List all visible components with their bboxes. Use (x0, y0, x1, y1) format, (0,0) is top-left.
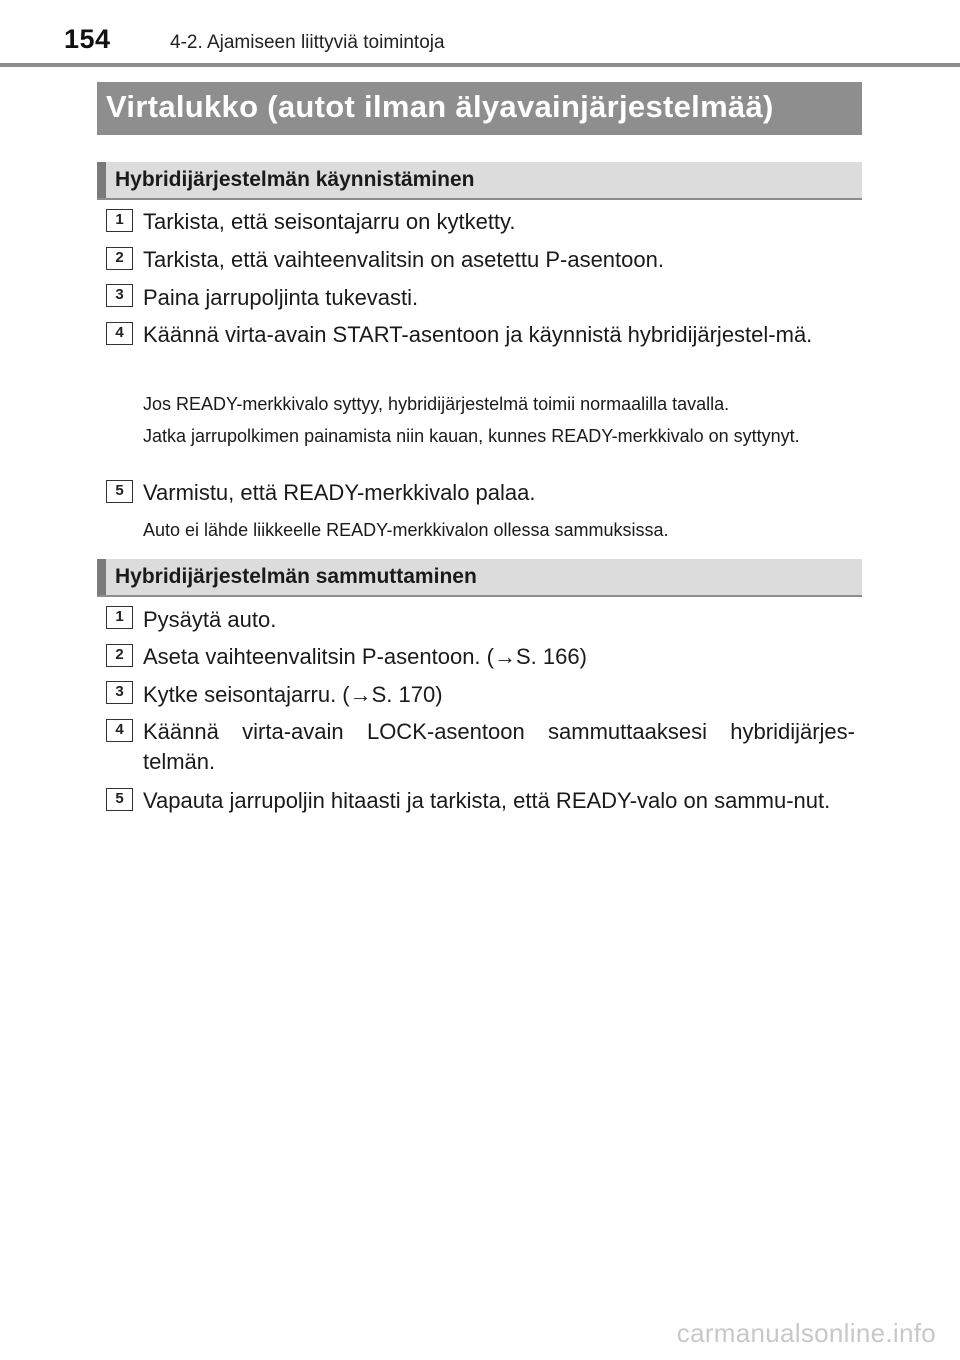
step-number-badge: 5 (106, 788, 133, 811)
section-heading-bar (97, 559, 106, 595)
page-title: Virtalukko (autot ilman älyavainjärjestelmää) (97, 82, 862, 135)
step-text: Käännä virta-avain START-asentoon ja käynnistä hybridijärjestel-mä. (143, 322, 813, 347)
step-text: Tarkista, että vaihteenvalitsin on asetettu P-asentoon. (143, 247, 664, 272)
step-number-badge: 4 (106, 719, 133, 742)
section-heading-label: Hybridijärjestelmän käynnistäminen (115, 168, 475, 191)
step-note: Auto ei lähde liikkeelle READY-merkkivalon ollessa sammuksissa. (143, 520, 669, 540)
section-heading-start (97, 162, 862, 200)
step-text: Paina jarrupoljinta tukevasti. (143, 285, 419, 310)
section-heading-label: Hybridijärjestelmän sammuttaminen (115, 565, 477, 588)
step-text: Varmistu, että READY-merkkivalo palaa. (143, 480, 536, 505)
page-number: 154 (64, 24, 111, 54)
step-note: Jos READY-merkkivalo syttyy, hybridijärjestelmä toimii normaalilla tavalla. (143, 394, 730, 414)
step-text: Kytke seisontajarru. (→S. 170) (143, 682, 443, 707)
step-number-badge: 5 (106, 480, 133, 503)
section-heading-stop (97, 559, 862, 597)
step-number-badge: 1 (106, 209, 133, 232)
step-number-badge: 3 (106, 681, 133, 704)
watermark: carmanualsonline.info (676, 1318, 936, 1348)
page-header (0, 0, 960, 68)
step-number-badge: 3 (106, 284, 133, 307)
step-number-badge: 2 (106, 644, 133, 667)
step-note: Jatka jarrupolkimen painamista niin kauan, kunnes READY-merkkivalo on syttynyt. (143, 426, 800, 446)
step-text: Tarkista, että seisontajarru on kytketty. (143, 209, 516, 234)
header-divider (0, 63, 960, 67)
step-text: Aseta vaihteenvalitsin P-asentoon. (→S. 166) (143, 644, 587, 669)
step-text: Käännä virta-avain LOCK-asentoon sammuttaaksesi hybridijärjes-telmän. (143, 719, 855, 774)
step-number-badge: 1 (106, 606, 133, 629)
chapter-title: 4-2. Ajamiseen liittyviä toimintoja (170, 32, 445, 53)
step-text: Vapauta jarrupoljin hitaasti ja tarkista, että READY-valo on sammu-nut. (143, 788, 831, 813)
step-number-badge: 4 (106, 322, 133, 345)
step-number-badge: 2 (106, 247, 133, 270)
section-heading-bar (97, 162, 106, 198)
step-text: Pysäytä auto. (143, 607, 277, 632)
